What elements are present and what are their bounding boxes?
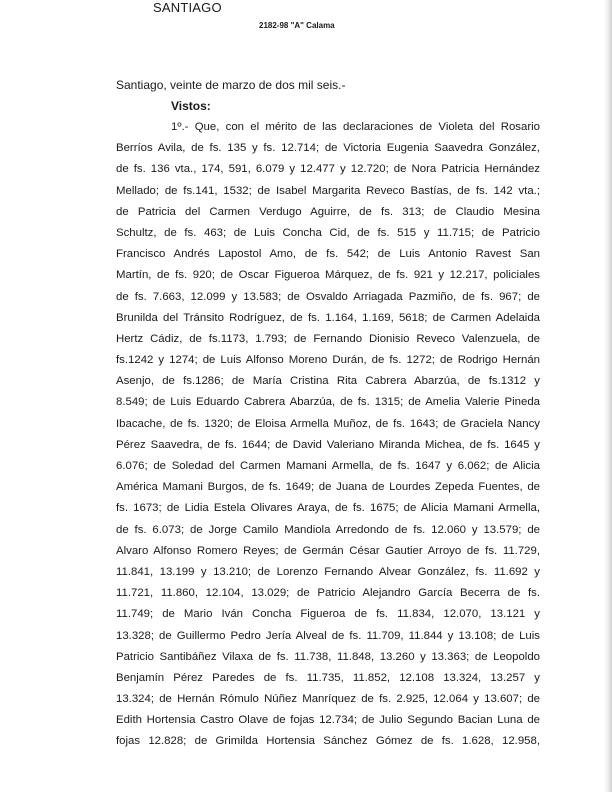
body-line: de fs. 7.663, 12.099 y 13.583; de Osvaldo Arriagada Pazmiño, de fs. 967; de <box>116 290 540 303</box>
body-line: Brunilda del Tránsito Rodríguez, de fs. 1.164, 1.169, 5618; de Carmen Adelaida <box>116 311 540 324</box>
section-heading: Vistos: <box>171 99 211 113</box>
body-line: Alvaro Alfonso Romero Reyes; de Germán César Gautier Arroyo de fs. 11.729, <box>116 544 540 557</box>
body-line: de fs. 6.073; de Jorge Camilo Mandiola Arredondo de fs. 12.060 y 13.579; de <box>116 523 540 536</box>
body-line: 11.749; de Mario Iván Concha Figueroa de fs. 11.834, 12.070, 13.121 y <box>116 608 540 621</box>
case-number: 2182-98 "A" Calama <box>259 21 335 30</box>
dateline: Santiago, veinte de marzo de dos mil seis.- <box>116 78 346 92</box>
document-body <box>116 117 540 753</box>
body-line: Edith Hortensia Castro Olave de fojas 12.734; de Julio Segundo Bacian Luna de <box>116 714 540 727</box>
body-line: América Mamani Burgos, de fs. 1649; de Juana de Lourdes Zepeda Fuentes, de <box>116 481 540 494</box>
body-line: de fs. 136 vta., 174, 591, 6.079 y 12.477 y 12.720; de Nora Patricia Hernández <box>116 163 540 176</box>
body-line: Benjamín Pérez Paredes de fs. 11.735, 11.852, 12.108 13.324, 13.257 y <box>116 671 540 684</box>
body-line: fojas 12.828; de Grimilda Hortensia Sánchez Gómez de fs. 1.628, 12.958, <box>116 735 540 748</box>
body-line: 13.328; de Guillermo Pedro Jería Alveal de fs. 11.709, 11.844 y 13.108; de Luis <box>116 629 540 642</box>
body-line: 6.076; de Soledad del Carmen Mamani Armella, de fs. 1647 y 6.062; de Alicia <box>116 460 540 472</box>
body-line: Martín, de fs. 920; de Oscar Figueroa Márquez, de fs. 921 y 12.217, policiales <box>116 269 540 282</box>
body-line: 1º.- Que, con el mérito de las declaraciones de Violeta del Rosario <box>171 121 540 133</box>
body-line: 13.324; de Hernán Rómulo Núñez Manríquez de fs. 2.925, 12.064 y 13.607; de <box>116 693 540 706</box>
body-line: Patricio Santibáñez Vilaxa de fs. 11.738, 11.848, 13.260 y 13.363; de Leopoldo <box>116 650 540 663</box>
page-edge-shadow <box>604 0 612 792</box>
body-line: 8.549; de Luis Eduardo Cabrera Abarzúa, de fs. 1315; de Amelia Valerie Pineda <box>116 396 540 409</box>
body-line: 11.841, 13.199 y 13.210; de Lorenzo Fernando Alvear González, fs. 11.692 y <box>116 565 540 578</box>
body-line: Francisco Andrés Lapostol Amo, de fs. 542; de Luis Antonio Ravest San <box>116 248 540 261</box>
body-line: Pérez Saavedra, de fs. 1644; de David Valeriano Miranda Michea, de fs. 1645 y <box>116 438 540 451</box>
body-line: Schultz, de fs. 463; de Luis Concha Cid, de fs. 515 y 11.715; de Patricio <box>116 226 540 239</box>
body-line: Mellado; de fs.141, 1532; de Isabel Margarita Reveco Bastías, de fs. 142 vta.; <box>116 184 540 197</box>
body-line: Berríos Avila, de fs. 135 y fs. 12.714; de Victoria Eugenia Saavedra González, <box>116 142 540 155</box>
body-line: Asenjo, de fs.1286; de María Cristina Rita Cabrera Abarzúa, de fs.1312 y <box>116 375 540 388</box>
body-line: Hertz Cádiz, de fs.1173, 1.793; de Fernando Dionisio Reveco Valenzuela, de <box>116 332 540 345</box>
body-line: 11.721, 11.860, 12.104, 13.029; de Patricio Alejandro García Becerra de fs. <box>116 587 540 600</box>
body-line: fs.1242 y 1274; de Luis Alfonso Moreno Durán, de fs. 1272; de Rodrigo Hernán <box>116 354 540 367</box>
header-city: SANTIAGO <box>153 0 222 15</box>
body-line: Ibacache, de fs. 1320; de Eloisa Armella Muñoz, de fs. 1643; de Graciela Nancy <box>116 417 540 430</box>
body-line: fs. 1673; de Lidia Estela Olivares Araya, de fs. 1675; de Alicia Mamani Armella, <box>116 502 540 515</box>
body-line: de Patricia del Carmen Verdugo Aguirre, de fs. 313; de Claudio Mesina <box>116 205 540 218</box>
